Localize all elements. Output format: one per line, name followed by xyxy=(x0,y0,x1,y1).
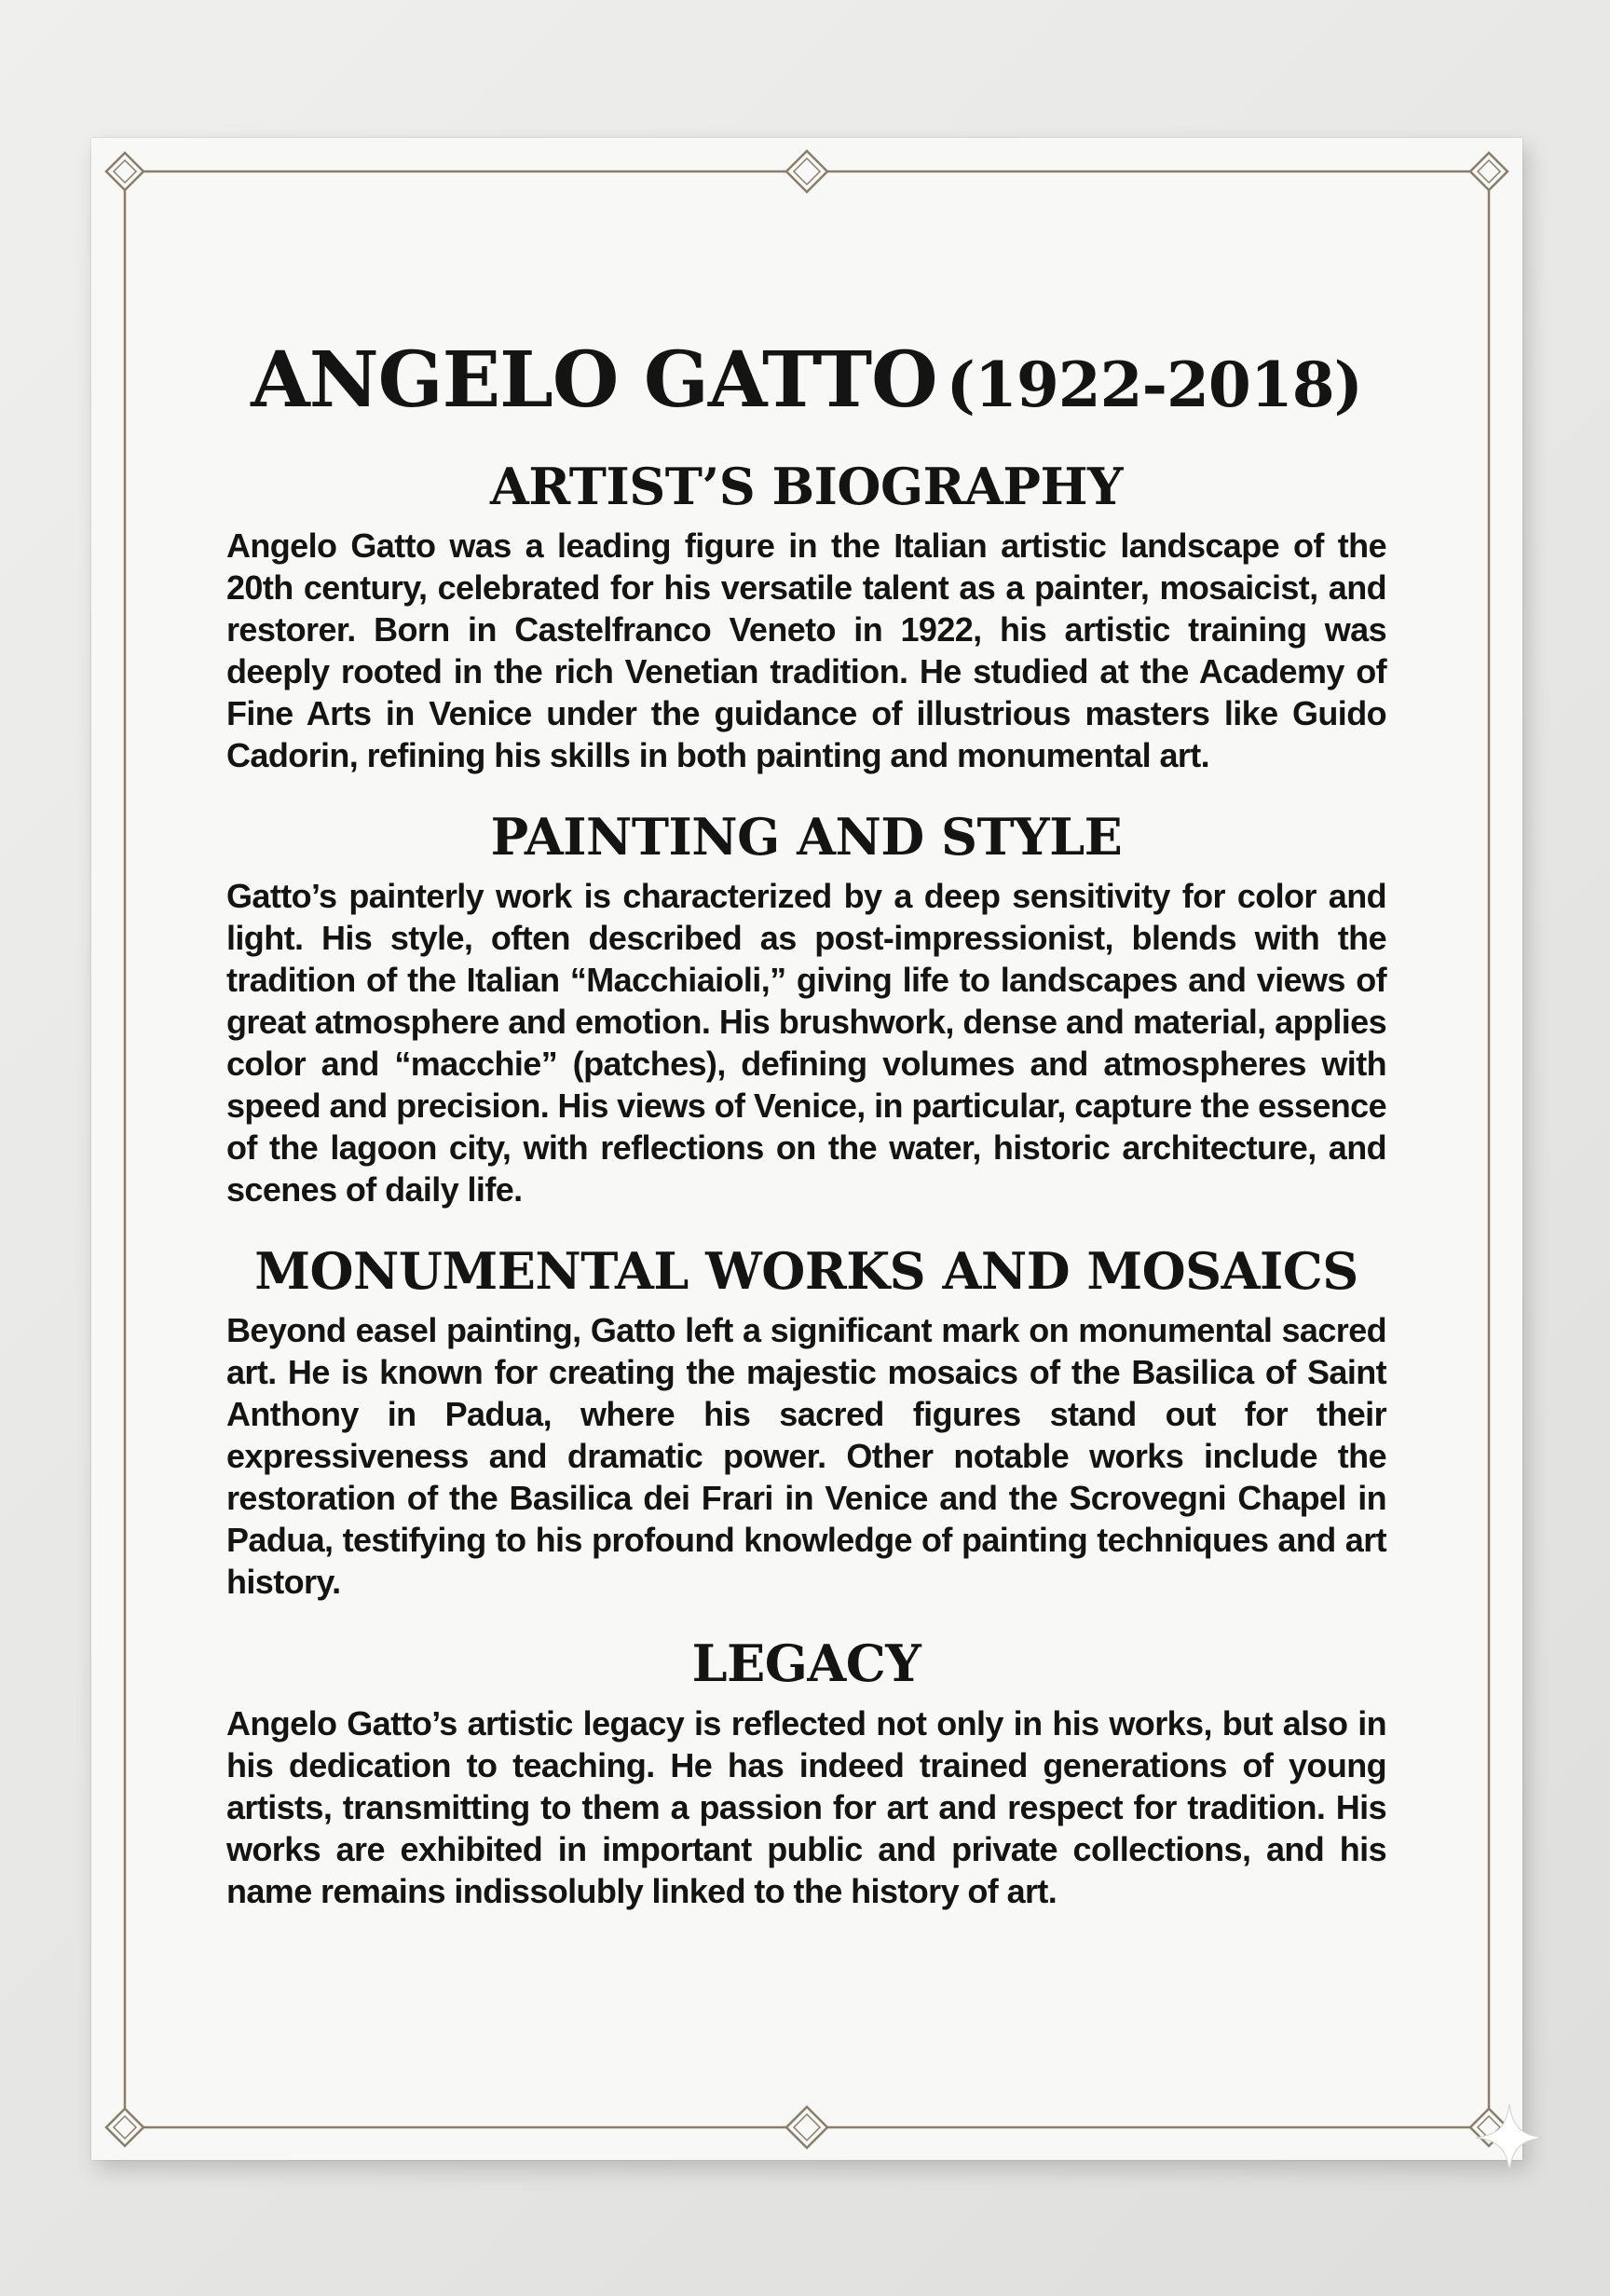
diamond-ornament-icon xyxy=(106,2109,143,2146)
diamond-ornament-icon xyxy=(1470,153,1508,190)
section-biography xyxy=(226,458,1386,776)
artist-name: ANGELO GATTO xyxy=(251,335,937,425)
diamond-ornament-icon xyxy=(786,151,827,192)
section-title: ARTIST’S BIOGRAPHY xyxy=(489,457,1124,517)
section-title: LEGACY xyxy=(691,1633,921,1694)
section-body: Gatto’s painterly work is characterized by a deep sensitivity for color and light. His style, often described as post-impressionist, blends with the tradition of the Italian “Macchiaioli,” giving life to landscapes and views of great atmosphere and emotion. His brushwork, dense and material, applies color and “macchie” (patches), defining volumes and atmospheres with speed and precision. His views of Venice, in particular, capture the essence of the lagoon city, with reflections on the water, historic architecture, and scenes of daily life. xyxy=(226,877,1386,1210)
section-title: PAINTING AND STYLE xyxy=(490,807,1123,868)
section-body: Angelo Gatto was a leading figure in the Italian artistic landscape of the 20th century, celebrated for his versatile talent as a painter, mosaicist, and restorer. Born in Castelfranco Veneto in 1922, his artistic training was deeply rooted in the rich Venetian tradition. He studied at the Academy of Fine Arts in Venice under the guidance of illustrious masters like Guido Cadorin, refining his skills in both painting and monumental art. xyxy=(226,526,1386,775)
diamond-ornament-icon xyxy=(106,153,143,190)
section-body: Beyond easel painting, Gatto left a significant mark on monumental sacred art. He is known for creating the majestic mosaics of the Basilica of Saint Anthony in Padua, where his sacred figures stand out for their expressiveness and dramatic power. Other notable works include the restoration of the Basilica dei Frari in Venice and the Scrovegni Chapel in Padua, testifying to his profound knowledge of painting techniques and art history. xyxy=(226,1311,1386,1602)
plaque-panel xyxy=(91,138,1522,2160)
page-title xyxy=(226,335,1386,425)
diamond-ornament-icon xyxy=(786,2107,827,2148)
section-painting-style xyxy=(226,808,1386,1210)
sparkle-icon xyxy=(1472,2100,1547,2175)
section-monumental-works xyxy=(226,1242,1386,1603)
section-body: Angelo Gatto’s artistic legacy is reflected not only in his works, but also in his dedication to teaching. He has indeed trained generations of young artists, transmitting to them a passion for art and respect for tradition. His works are exhibited in important public and private collections, and his name remains indissolubly linked to the history of art. xyxy=(226,1703,1386,1910)
section-title: MONUMENTAL WORKS AND MOSAICS xyxy=(254,1241,1358,1302)
section-legacy xyxy=(226,1634,1386,1911)
artist-years: (1922-2018) xyxy=(946,348,1362,421)
plaque-content xyxy=(226,335,1386,1944)
